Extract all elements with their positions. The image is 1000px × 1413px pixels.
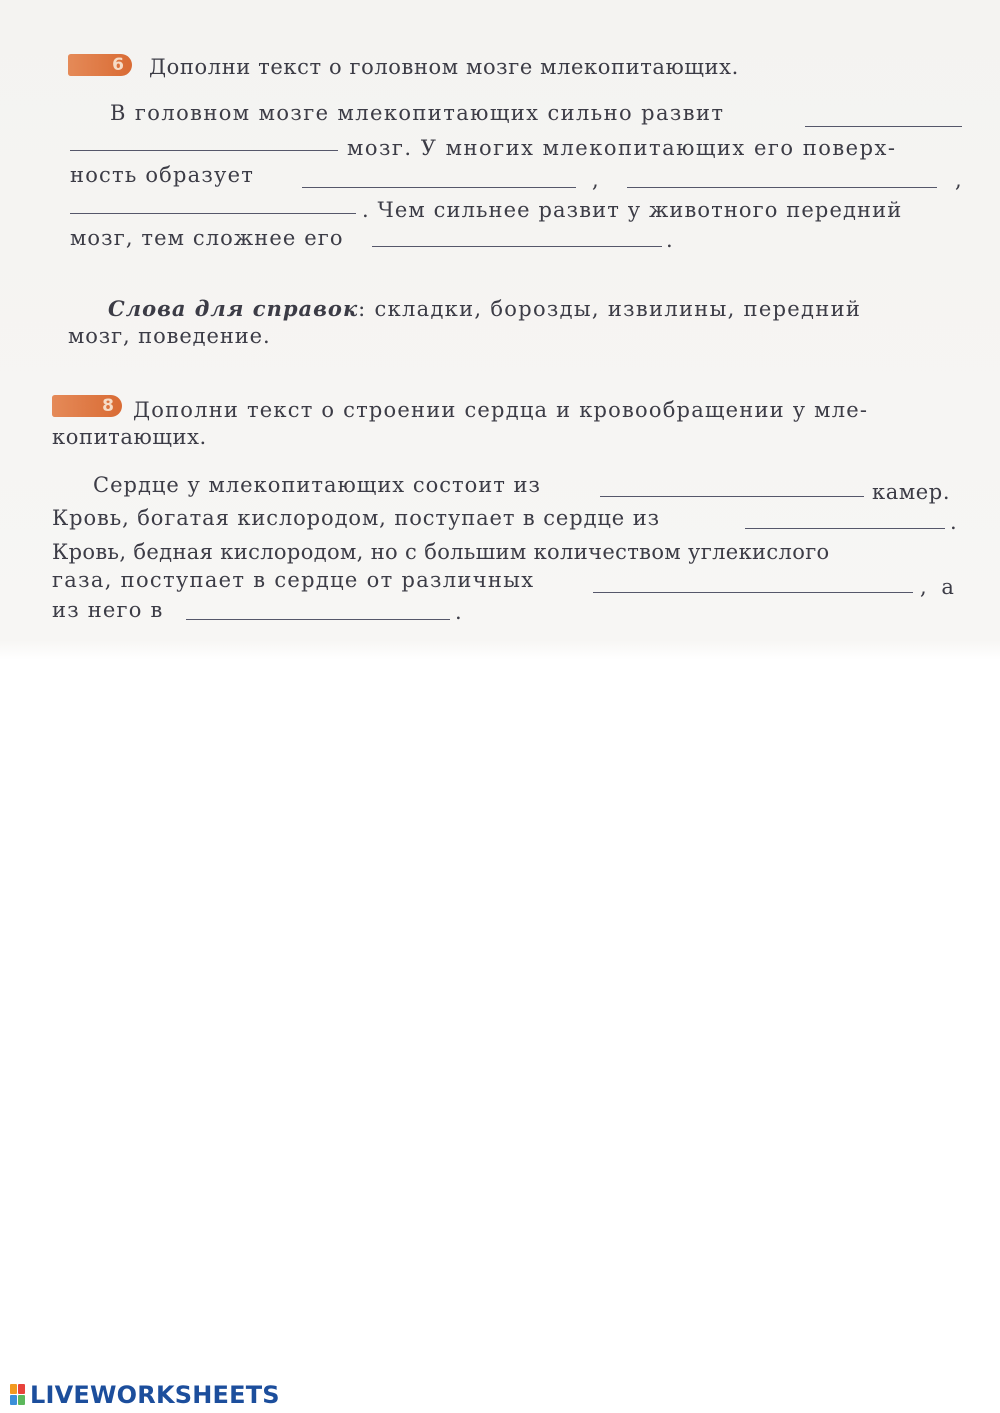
- task-8-text-line-1: Сердце у млекопитающих состоит из: [93, 473, 541, 497]
- task-8-period-1: .: [950, 510, 958, 534]
- task-6-text-line-4: . Чем сильнее развит у животного передний: [362, 198, 903, 222]
- task-8-text-kamer: камер.: [872, 480, 951, 504]
- task-6-reference-line-1: [108, 296, 861, 321]
- task-8-number-badge: 8: [52, 395, 122, 417]
- task-8-text-a: , а: [920, 575, 958, 599]
- task-8-period-2: .: [455, 600, 463, 624]
- task-6-comma-2: ,: [955, 168, 963, 192]
- task-6-blank-4[interactable]: [70, 213, 356, 214]
- task-8-text-line-2: Кровь, богатая кислородом, поступает в сердце из: [52, 506, 660, 530]
- task-8-title-line-2: копитающих.: [52, 425, 207, 449]
- reference-words: : складки, борозды, извилины, передний: [358, 297, 862, 321]
- task-6-text-line-1: В головном мозге млекопитающих сильно развит: [110, 101, 725, 125]
- task-6-text-line-5: мозг, тем сложнее его: [70, 226, 344, 250]
- task-6-reference-line-2: мозг, поведение.: [68, 324, 271, 348]
- task-6-blank-3[interactable]: [627, 187, 937, 188]
- liveworksheets-brand[interactable]: LIVEWORKSHEETS: [30, 1381, 280, 1409]
- task-6-title: Дополни текст о головном мозге млекопитающих.: [149, 55, 739, 79]
- task-8-blank-2[interactable]: [745, 528, 945, 529]
- task-6-blank-5[interactable]: [372, 246, 662, 247]
- task-8-blank-4[interactable]: [186, 619, 450, 620]
- task-8-text-line-4: газа, поступает в сердце от различных: [52, 568, 535, 592]
- liveworksheets-logo-icon: [10, 1384, 26, 1406]
- task-6-text-line-2: мозг. У многих млекопитающих его поверх-: [347, 136, 897, 160]
- task-6-text-line-3: ность образует: [70, 163, 255, 187]
- task-8-title-line-1: Дополни текст о строении сердца и кровообращении у мле-: [133, 398, 869, 422]
- task-6-blank-1-continued[interactable]: [70, 150, 338, 151]
- task-6-blank-2[interactable]: [302, 187, 576, 188]
- task-8-blank-3[interactable]: [593, 592, 913, 593]
- task-6-period: .: [666, 228, 674, 252]
- task-6-number-badge: 6: [68, 54, 132, 76]
- task-8-text-line-5: из него в: [52, 598, 164, 622]
- task-6-comma-1: ,: [592, 168, 600, 192]
- reference-label: Слова для справок: [108, 296, 359, 321]
- task-6-blank-1[interactable]: [805, 126, 962, 127]
- task-8-text-line-3: Кровь, бедная кислородом, но с большим количеством углекислого: [52, 540, 830, 564]
- liveworksheets-footer: [10, 1380, 280, 1410]
- task-8-blank-1[interactable]: [600, 496, 864, 497]
